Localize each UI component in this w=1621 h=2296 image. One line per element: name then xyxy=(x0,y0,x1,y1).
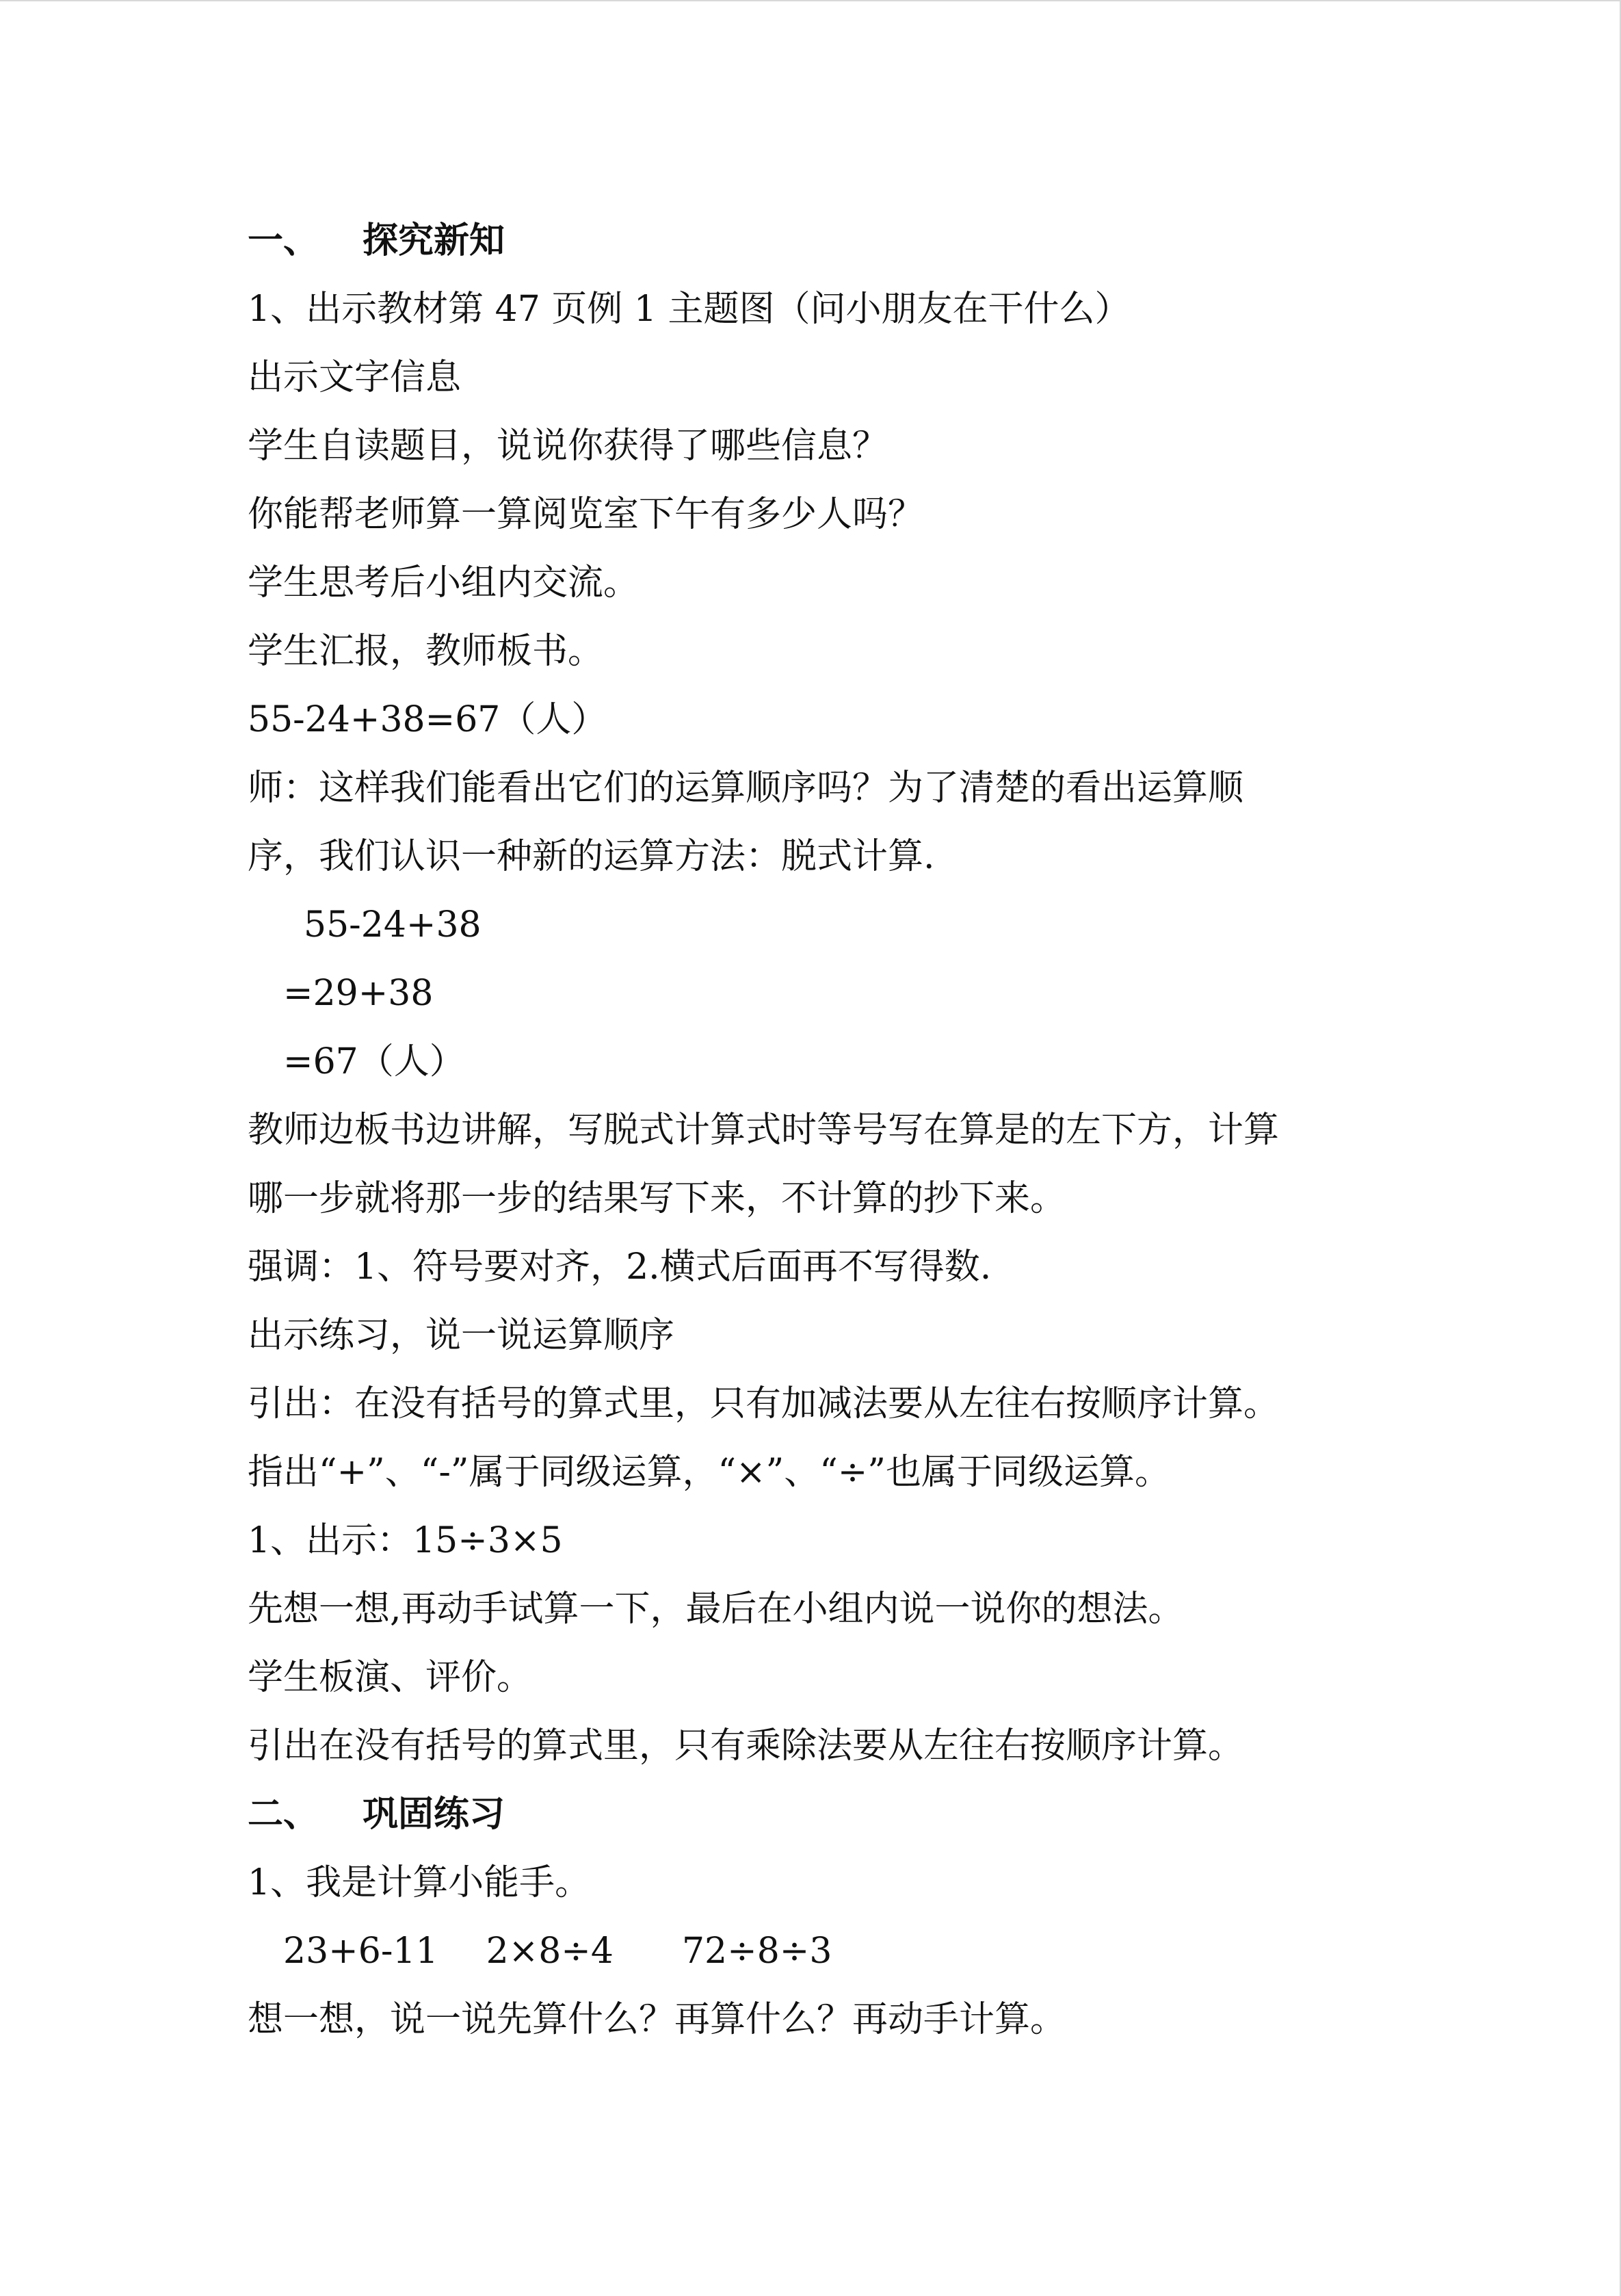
paragraph-line: 1、出示：15÷3×5 xyxy=(248,1520,563,1561)
section-title: 巩固练习 xyxy=(363,1794,505,1835)
paragraph-line: 指出“+”、“-”属于同级运算，“×”、“÷”也属于同级运算。 xyxy=(248,1452,1170,1493)
document-body xyxy=(248,207,1451,2054)
paragraph-line: 引出：在没有括号的算式里，只有加减法要从左往右按顺序计算。 xyxy=(248,1383,1280,1424)
paragraph-line: 强调：1、符号要对齐，2.横式后面再不写得数. xyxy=(248,1247,992,1288)
section-number: 一、 xyxy=(248,220,319,261)
practice-question: 想一想，说一说先算什么？再算什么？再动手计算。 xyxy=(248,1999,1066,2040)
practice-intro: 1、我是计算小能手。 xyxy=(248,1862,591,1903)
paragraph-line: 哪一步就将那一步的结果写下来，不计算的抄下来。 xyxy=(248,1178,1066,1219)
paragraph-line: 序，我们认识一种新的运算方法：脱式计算. xyxy=(248,836,935,877)
paragraph-line: 学生板演、评价。 xyxy=(248,1657,533,1698)
calc-step-3: =67（人） xyxy=(283,1041,465,1082)
paragraph-line: 你能帮老师算一算阅览室下午有多少人吗？ xyxy=(248,494,924,535)
section-number: 二、 xyxy=(248,1794,319,1835)
section-heading-1 xyxy=(248,207,1451,275)
practice-expr-2: 2×8÷4 xyxy=(486,1931,614,1972)
paragraph-line: 师：这样我们能看出它们的运算顺序吗？为了清楚的看出运算顺 xyxy=(248,768,1244,809)
practice-expr-3: 72÷8÷3 xyxy=(681,1931,832,1972)
paragraph-line: 1、出示教材第 47 页例 1 主题图（问小朋友在干什么） xyxy=(248,289,1131,330)
section-heading-2 xyxy=(248,1780,1451,1849)
paragraph-line: 教师边板书边讲解，写脱式计算式时等号写在算是的左下方，计算 xyxy=(248,1110,1280,1151)
paragraph-line: 出示练习，说一说运算顺序 xyxy=(248,1315,675,1356)
equation-line: 55-24+38=67（人） xyxy=(248,699,607,740)
paragraph-line: 先想一想,再动手试算一下，最后在小组内说一说你的想法。 xyxy=(248,1589,1184,1630)
section-title: 探究新知 xyxy=(363,220,505,261)
paragraph-line: 学生汇报，教师板书。 xyxy=(248,631,604,672)
practice-expressions xyxy=(248,1917,1451,1985)
practice-expr-1: 23+6-11 xyxy=(283,1931,438,1972)
paragraph-line: 学生自读题目，说说你获得了哪些信息？ xyxy=(248,426,888,467)
calc-step-2: =29+38 xyxy=(283,973,434,1014)
paragraph-line: 出示文字信息 xyxy=(248,357,462,398)
paragraph-line: 学生思考后小组内交流。 xyxy=(248,562,640,603)
calc-step-1: 55-24+38 xyxy=(304,904,482,945)
paragraph-line: 引出在没有括号的算式里，只有乘除法要从左往右按顺序计算。 xyxy=(248,1725,1244,1766)
